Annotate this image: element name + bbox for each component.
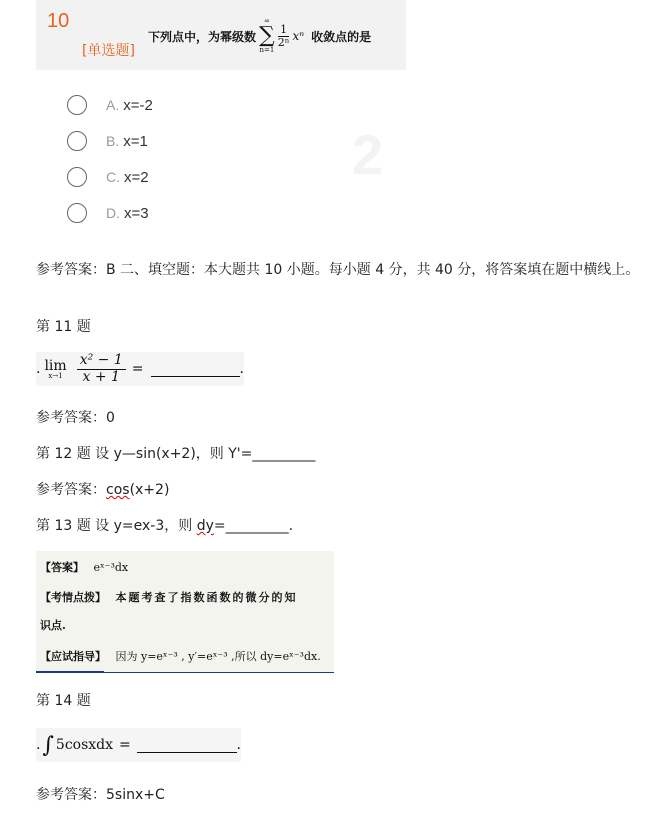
- series-term: xⁿ: [292, 29, 305, 43]
- option-b[interactable]: [67, 129, 148, 153]
- q12-answer: [36, 480, 169, 500]
- formula-tail: .: [239, 361, 244, 377]
- equals-sign: =: [131, 361, 144, 377]
- answer-row: [40, 559, 128, 575]
- answer-blank: [151, 362, 239, 377]
- sum-lower: n=1: [259, 46, 275, 54]
- q13-prefix: 第 13 题 设 y=ex-3，则: [36, 518, 197, 534]
- formula-lead: .: [36, 737, 41, 753]
- stem-prefix: 下列点中，为幂级数: [148, 29, 257, 44]
- radio-button[interactable]: [67, 167, 87, 187]
- underline-divider: [36, 671, 104, 672]
- limit-fraction: [77, 353, 126, 385]
- answer-rest: (x+2): [129, 482, 170, 498]
- q13-wavy-word: dy: [196, 518, 214, 534]
- question-number: 10: [47, 10, 70, 32]
- q14-answer: 参考答案：5sinx+C: [36, 787, 165, 803]
- analysis-row-2: [40, 617, 66, 633]
- analysis-label: 【考情点拨】: [40, 591, 106, 604]
- fraction-numerator: x² − 1: [77, 353, 126, 369]
- option-text: x=3: [124, 204, 149, 222]
- answer-value: eˣ⁻³dx: [93, 561, 129, 574]
- answer-10-paragraph: 参考答案：B 二、填空题：本大题共 10 小题。每小题 4 分，共 40 分，将答案填在题中横线上。: [36, 262, 640, 278]
- option-a[interactable]: [67, 93, 153, 117]
- fraction-numerator: 1: [280, 22, 288, 36]
- integral-expression: 5cosxdx: [55, 737, 114, 753]
- limit-subscript: x→1: [48, 371, 63, 380]
- question-type: [单选题]: [82, 43, 135, 59]
- option-letter: C.: [106, 169, 120, 185]
- guide-row: [40, 648, 321, 664]
- q14-title: 第 14 题: [36, 693, 91, 709]
- option-c[interactable]: [67, 165, 149, 189]
- q11-answer: 参考答案：0: [36, 410, 115, 426]
- fraction-denominator: 2ⁿ: [277, 35, 290, 49]
- option-text: x=1: [123, 132, 148, 150]
- analysis-text: 本题考查了指数函数的微分的知: [115, 591, 298, 604]
- radio-button[interactable]: [67, 131, 87, 151]
- answer-prefix: 参考答案：: [36, 482, 106, 498]
- analysis-text-2: 识点.: [40, 619, 66, 632]
- q14-formula-image: [36, 728, 241, 762]
- stem-suffix: 收敛点的是: [311, 29, 372, 44]
- q13-suffix: =_________.: [213, 518, 294, 534]
- analysis-row: [40, 589, 298, 605]
- question-header: [36, 0, 406, 70]
- option-d[interactable]: [67, 201, 149, 225]
- option-letter: D.: [106, 205, 120, 221]
- integral-sign: ∫: [42, 732, 54, 758]
- limit-label: lim: [44, 357, 67, 374]
- radio-button[interactable]: [67, 203, 87, 223]
- radio-button[interactable]: [67, 95, 87, 115]
- formula-lead: .: [36, 361, 41, 377]
- option-letter: A.: [106, 97, 120, 113]
- question-stem-image: [148, 18, 371, 54]
- option-text: x=2: [124, 168, 149, 186]
- guide-label: 【应试指导】: [40, 650, 106, 663]
- q13-text: [36, 516, 293, 536]
- sum-operator: [259, 18, 275, 54]
- limit-operator: [44, 359, 66, 380]
- q11-formula-image: [36, 352, 244, 386]
- q12-text: 第 12 题 设 y—sin(x+2)，则 Y'=_________: [36, 446, 316, 462]
- watermark-text: 2: [352, 123, 384, 186]
- answer-wavy-word: cos: [106, 482, 130, 498]
- sum-upper: ∞: [263, 17, 270, 25]
- answer-label: 【答案】: [40, 561, 84, 574]
- q13-answer-image: [36, 551, 334, 673]
- option-letter: B.: [106, 133, 120, 149]
- answer-blank: [137, 738, 237, 753]
- guide-text: 因为 y=eˣ⁻³ , y′=eˣ⁻³ ,所以 dy=eˣ⁻³dx.: [115, 650, 321, 663]
- sum-sigma: ∑: [259, 23, 275, 48]
- formula-tail: .: [236, 737, 241, 753]
- fraction-denominator: x + 1: [82, 368, 120, 385]
- equals-sign: =: [119, 737, 131, 753]
- q11-title: 第 11 题: [36, 319, 91, 335]
- option-text: x=-2: [123, 96, 153, 114]
- series-fraction: [278, 24, 290, 48]
